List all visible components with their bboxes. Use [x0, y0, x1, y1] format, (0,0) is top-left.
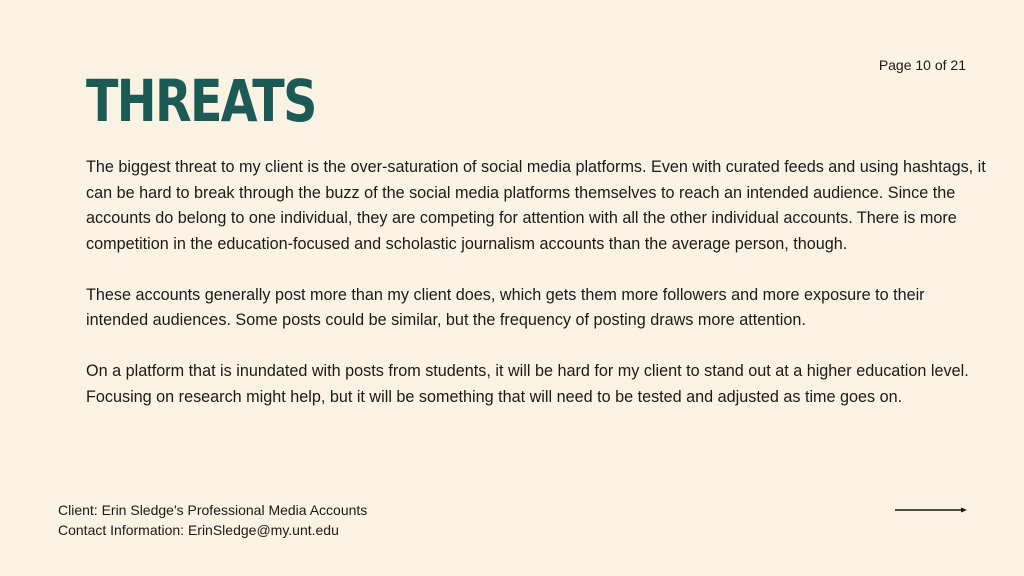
page-title: THREATS: [86, 67, 316, 135]
arrow-right-icon[interactable]: [895, 504, 967, 516]
paragraph: The biggest threat to my client is the over-saturation of social media platforms. Even with curated feeds and using hashtags, it can be hard to break through the buzz of the social media platforms themselves to reach an intended audience. Since the accounts do belong to one individual, they are competing for attention with all the other individual accounts. There is more competition in the education-focused and scholastic journalism accounts than the average person, though.: [86, 158, 986, 253]
paragraph: These accounts generally post more than my client does, which gets them more followers and more exposure to their intended audiences. Some posts could be similar, but the frequency of posting draws more attention.: [86, 285, 925, 329]
footer: [58, 500, 367, 540]
paragraph: On a platform that is inundated with posts from students, it will be hard for my client to stand out at a higher education level. Focusing on research might help, but it will be something that will need to be tested and adjusted as time goes on.: [86, 362, 969, 406]
page-number: Page 10 of 21: [878, 57, 966, 73]
body-text: [86, 155, 986, 436]
contact-info: Contact Information: ErinSledge@my.unt.edu: [58, 522, 339, 538]
client-info: Client: Erin Sledge's Professional Media Accounts: [58, 502, 368, 518]
